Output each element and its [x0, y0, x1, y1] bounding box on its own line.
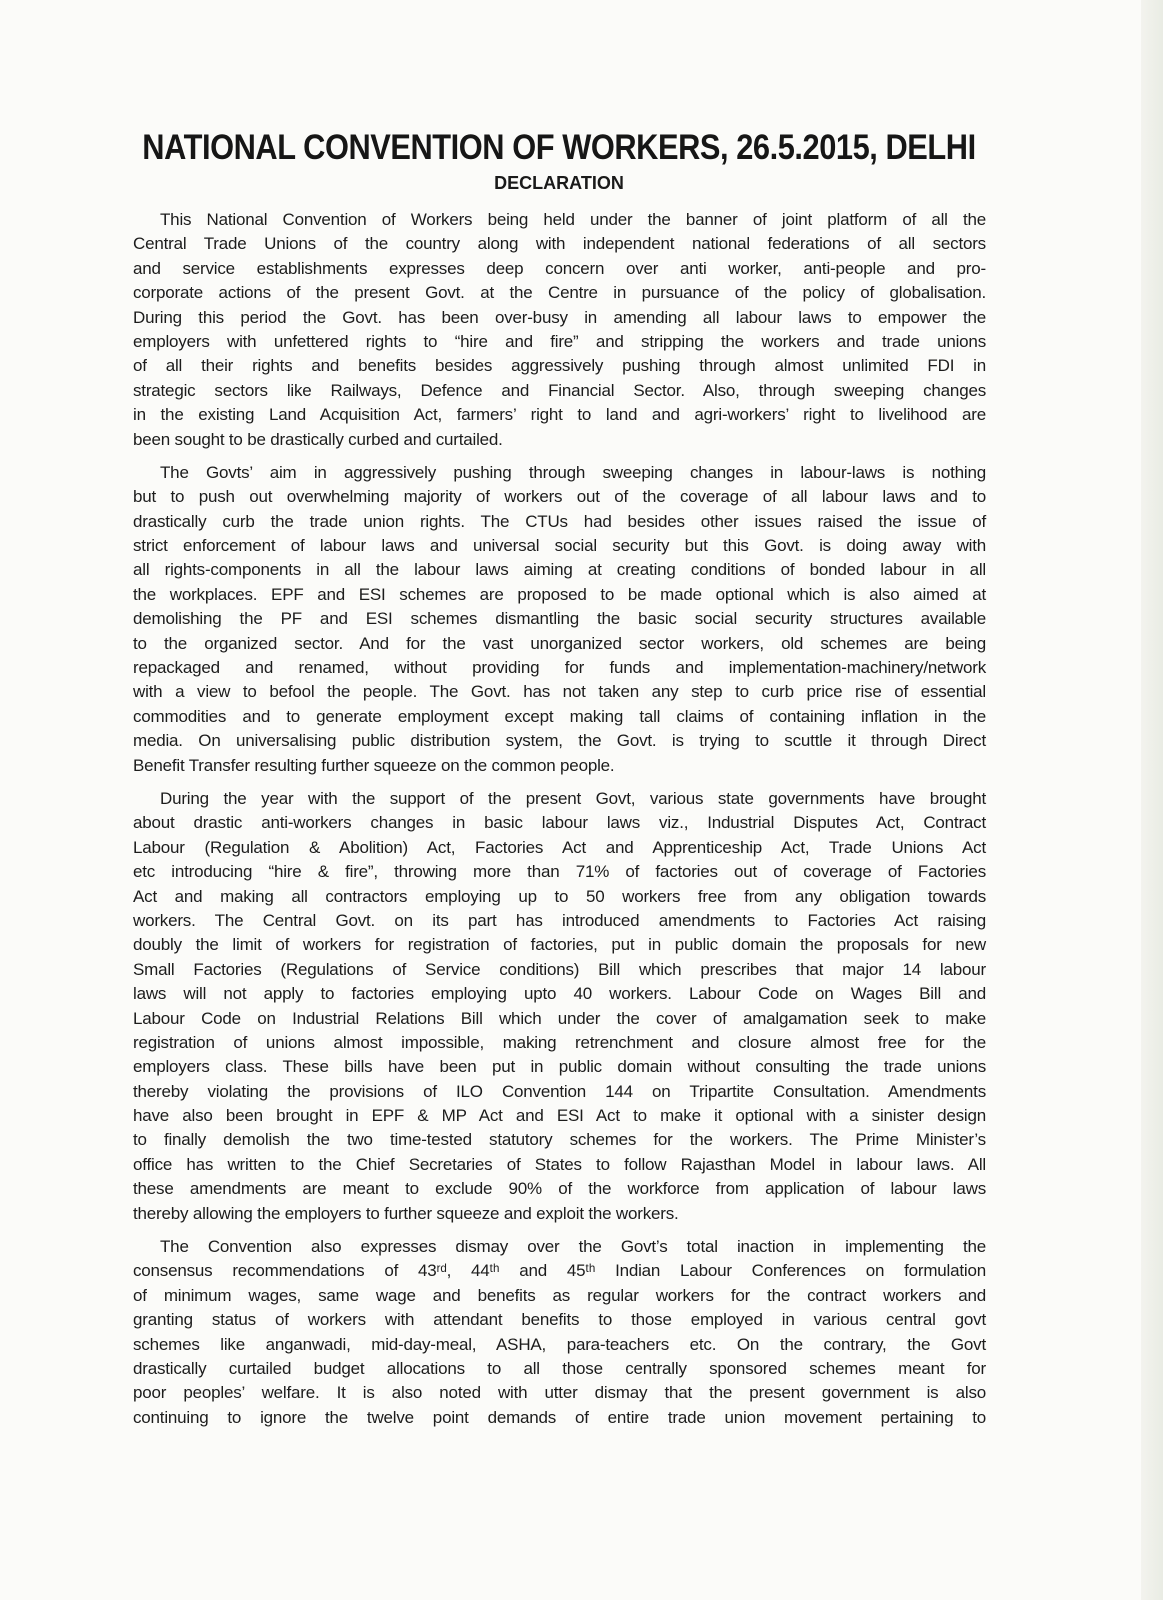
- text-line: thereby violating the provisions of ILO Convention 144 on Tripartite Consultation. Amendments: [133, 1081, 986, 1101]
- text-line: corporate actions of the present Govt. at the Centre in pursuance of the policy of globalisation.: [133, 283, 986, 303]
- text-line: registration of unions almost impossible, making retrenchment and closure almost free for the: [133, 1032, 986, 1052]
- text-line: Small Factories (Regulations of Service conditions) Bill which prescribes that major 14 labour: [133, 959, 986, 979]
- text-line: about drastic anti-workers changes in basic labour laws viz., Industrial Disputes Act, Contract: [133, 813, 986, 833]
- text-line: During this period the Govt. has been over-busy in amending all labour laws to empower the: [133, 307, 986, 327]
- text-line: continuing to ignore the twelve point demands of entire trade union movement pertaining to: [133, 1407, 986, 1427]
- text-line: but to push out overwhelming majority of workers out of the coverage of all labour laws and to: [133, 487, 986, 507]
- text-line: been sought to be drastically curbed and curtailed.: [133, 429, 503, 449]
- text-line: repackaged and renamed, without providing for funds and implementation-machinery/network: [133, 658, 986, 678]
- text-line: drastically curb the trade union rights. The CTUs had besides other issues raised the issue of: [133, 511, 986, 531]
- paragraph-3: [133, 787, 986, 1226]
- text-line: The Convention also expresses dismay over the Govt’s total inaction in implementing the: [160, 1237, 986, 1257]
- document-title: NATIONAL CONVENTION OF WORKERS, 26.5.2015, DELHI: [142, 128, 976, 167]
- text-line: Labour Code on Industrial Relations Bill which under the cover of amalgamation seek to make: [133, 1008, 986, 1028]
- text-line: drastically curtailed budget allocations to all those centrally sponsored schemes meant for: [133, 1358, 986, 1378]
- text-line: thereby allowing the employers to further squeeze and exploit the workers.: [133, 1203, 679, 1223]
- declaration-body: [133, 208, 986, 1439]
- text-line: media. On universalising public distribution system, the Govt. is trying to scuttle it through Direct: [133, 731, 986, 751]
- document-subtitle: DECLARATION: [494, 173, 624, 193]
- text-line: commodities and to generate employment except making tall claims of containing inflation in the: [133, 706, 986, 726]
- text-line: This National Convention of Workers being held under the banner of joint platform of all the: [160, 210, 986, 229]
- text-line: etc introducing “hire & fire”, throwing more than 71% of factories out of coverage of Factories: [133, 862, 986, 882]
- text-line: During the year with the support of the present Govt, various state governments have brought: [160, 788, 986, 808]
- text-line: Benefit Transfer resulting further squeeze on the common people.: [133, 755, 615, 775]
- text-line: granting status of workers with attendant benefits to those employed in various central govt: [133, 1310, 986, 1330]
- text-line: of all their rights and benefits besides aggressively pushing through almost unlimited FDI in: [133, 356, 986, 376]
- text-line: consensus recommendations of 43ʳᵈ, 44ᵗʰ and 45ᵗʰ Indian Labour Conferences on formulation: [133, 1261, 986, 1281]
- text-line: doubly the limit of workers for registration of factories, put in public domain the proposals for new: [133, 935, 986, 955]
- text-line: The Govts’ aim in aggressively pushing through sweeping changes in labour-laws is nothing: [160, 462, 986, 482]
- text-line: strategic sectors like Railways, Defence and Financial Sector. Also, through sweeping changes: [133, 380, 986, 400]
- text-line: and service establishments expresses deep concern over anti worker, anti-people and pro-: [133, 258, 986, 278]
- text-line: demolishing the PF and ESI schemes dismantling the basic social security structures available: [133, 609, 986, 629]
- text-line: Act and making all contractors employing up to 50 workers free from any obligation towards: [133, 886, 986, 906]
- text-line: employers with unfettered rights to “hire and fire” and stripping the workers and trade unions: [133, 331, 986, 351]
- text-line: workers. The Central Govt. on its part has introduced amendments to Factories Act raising: [133, 910, 986, 930]
- text-line: employers class. These bills have been put in public domain without consulting the trade unions: [133, 1057, 986, 1077]
- text-line: laws will not apply to factories employing upto 40 workers. Labour Code on Wages Bill and: [133, 984, 986, 1004]
- page-edge-shadow: [1141, 0, 1163, 1600]
- paragraph-1: [133, 208, 986, 452]
- text-line: Central Trade Unions of the country along with independent national federations of all sectors: [133, 234, 986, 254]
- text-line: schemes like anganwadi, mid-day-meal, ASHA, para-teachers etc. On the contrary, the Govt: [133, 1334, 986, 1354]
- text-line: to the organized sector. And for the vast unorganized sector workers, old schemes are being: [133, 633, 986, 653]
- text-line: Labour (Regulation & Abolition) Act, Factories Act and Apprenticeship Act, Trade Unions Act: [133, 837, 986, 857]
- text-line: of minimum wages, same wage and benefits as regular workers for the contract workers and: [133, 1285, 986, 1305]
- text-line: to finally demolish the two time-tested statutory schemes for the workers. The Prime Minister’s: [133, 1130, 986, 1150]
- text-line: with a view to befool the people. The Govt. has not taken any step to curb price rise of essential: [133, 682, 986, 702]
- text-line: the workplaces. EPF and ESI schemes are proposed to be made optional which is also aimed at: [133, 584, 986, 604]
- text-line: in the existing Land Acquisition Act, farmers’ right to land and agri-workers’ right to livelihood are: [133, 405, 986, 425]
- paragraph-2: [133, 461, 986, 778]
- text-line: strict enforcement of labour laws and universal social security but this Govt. is doing away with: [133, 536, 986, 556]
- text-line: office has written to the Chief Secretaries of States to follow Rajasthan Model in labour laws. All: [133, 1154, 986, 1174]
- text-line: these amendments are meant to exclude 90% of the workforce from application of labour laws: [133, 1179, 986, 1199]
- paragraph-4: [133, 1235, 986, 1430]
- text-line: have also been brought in EPF & MP Act and ESI Act to make it optional with a sinister design: [133, 1106, 986, 1126]
- text-line: all rights-components in all the labour laws aiming at creating conditions of bonded labour in all: [133, 560, 986, 580]
- text-line: poor peoples’ welfare. It is also noted with utter dismay that the present government is also: [133, 1383, 986, 1403]
